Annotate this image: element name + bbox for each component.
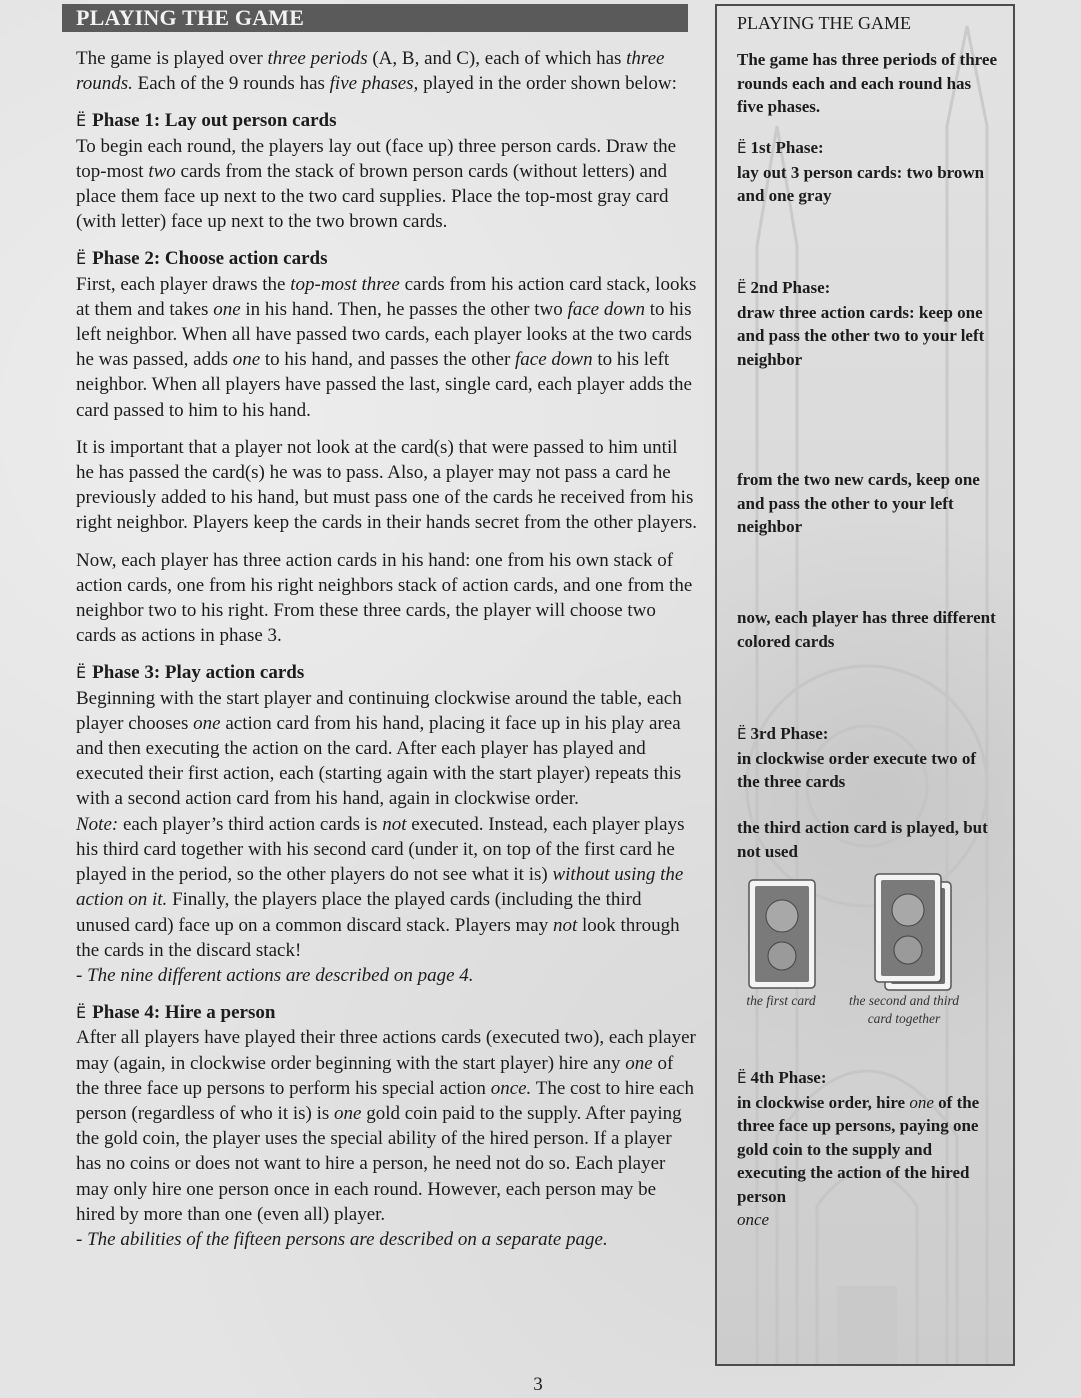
- sidebar-phase-2-pass: from the two new cards, keep one and pass the other to your left neighbor: [737, 470, 980, 536]
- second-third-card-caption: the second and third card together: [848, 993, 960, 1026]
- sidebar-phase-2-result: now, each player has three different colored cards: [737, 608, 996, 651]
- phase-1-text: To begin each round, the players lay out (face up) three person cards. Draw the top-most two cards from the stack of brown person cards (without letters) and place them face up next to the two card supplies. Place the top-most gray card (with letter) face up next to the two brown cards.: [76, 135, 677, 233]
- page-title: PLAYING THE GAME: [62, 4, 688, 32]
- main-column: [62, 4, 698, 1264]
- first-card-illustration: [747, 878, 817, 990]
- sidebar-phase-3: Ë 3rd Phase: in clockwise order execute two of the three cards: [737, 724, 977, 791]
- page-number: 3: [533, 1374, 543, 1395]
- phase-3-text: Beginning with the start player and continuing clockwise around the table, each player chooses one action card from his hand, placing it face up in his play area and then executing the action on the card. After each player has played and executed their first action, each (starting again with the start player) repeats this with a second action card from his hand, again in clockwise order.: [76, 687, 682, 810]
- phase-3-heading: Ë Phase 3: Play action cards: [76, 662, 305, 684]
- phase-2-text: First, each player draws the top-most three cards from his action card stack, looks at them and takes one in his hand. Then, he passes the other two face down to his left neighbor. When all have passed two cards, each player looks at the two cards he was passed, adds one to his hand, and passes the other face down to his left neighbor. When all players have passed the last, single card, each player adds the card passed to him to his hand.: [76, 273, 697, 421]
- rules-text: [76, 46, 698, 1252]
- first-card-caption: the first card: [746, 993, 816, 1008]
- phase-4-reference: - The abilities of the fifteen persons are described on a separate page.: [76, 1228, 608, 1250]
- phase-4-text: After all players have played their three actions cards (executed two), each player may (again, in clockwise order beginning with the start player) hire any one of the three face up persons to perform his special action once. The cost to hire each person (regardless of who it is) is one gold coin paid to the supply. After paying the gold coin, the player uses the special ability of the hired person. If a player has no coins or does not want to hire a person, he need not do so. Each player may only hire one person once in each round. However, each person may be hired by more than one (even all) player.: [76, 1027, 696, 1225]
- bullet-icon: Ë: [76, 663, 87, 683]
- sidebar-phase-3-note: the third action card is played, but not used: [737, 818, 988, 861]
- bullet-icon: Ë: [76, 249, 87, 269]
- bullet-icon: Ë: [737, 279, 747, 297]
- phase-2-text-2: It is important that a player not look at the card(s) that were passed to him until he has passed the card(s) he was to pass. Also, a player may not pass a card he previously added to his hand, but must pass one of the cards he received from his right neighbor. Players keep the cards in their hands secret from the other players.: [76, 436, 697, 534]
- phase-4-heading: Ë Phase 4: Hire a person: [76, 1002, 276, 1024]
- phase-2-heading: Ë Phase 2: Choose action cards: [76, 248, 328, 270]
- phase-1-heading: Ë Phase 1: Lay out person cards: [76, 110, 337, 132]
- bullet-icon: Ë: [737, 139, 747, 157]
- bullet-icon: Ë: [737, 1069, 747, 1087]
- phase-3-reference: - The nine different actions are described on page 4.: [76, 964, 474, 986]
- second-third-cards-illustration: [873, 872, 953, 992]
- sidebar-phase-4: Ë 4th Phase: in clockwise order, hire one of the three face up persons, paying one gold coin to the supply and executing the action of the hired person once: [737, 1068, 980, 1229]
- summary-sidebar: [715, 4, 1015, 1366]
- intro-paragraph: The game is played over three periods (A, B, and C), each of which has three rounds. Each of the 9 rounds has five phases, played in the order shown below:: [76, 48, 677, 95]
- sidebar-title: PLAYING THE GAME: [737, 13, 912, 33]
- bullet-icon: Ë: [76, 111, 87, 131]
- sidebar-phase-1: Ë 1st Phase: lay out 3 person cards: two brown and one gray: [737, 138, 985, 205]
- bullet-icon: Ë: [76, 1003, 87, 1023]
- phase-3-note: Note: each player’s third action cards is not executed. Instead, each player plays his third card together with his second card (under it, on top of the first card he played in the period, so the other players do not see what it is) without using the action on it. Finally, the players place the played cards (including the third unused card) face up on a common discard stack. Players may not look through the cards in the discard stack!: [76, 813, 685, 961]
- bullet-icon: Ë: [737, 725, 747, 743]
- sidebar-summary: The game has three periods of three rounds each and each round has five phases.: [737, 50, 998, 116]
- phase-2-text-3: Now, each player has three action cards in his hand: one from his own stack of action cards, one from his right neighbors stack of action cards, and one from the neighbor two to his right. From these three cards, the player will choose two cards as actions in phase 3.: [76, 549, 693, 647]
- sidebar-phase-2: Ë 2nd Phase: draw three action cards: keep one and pass the other two to your left neighbor: [737, 278, 985, 369]
